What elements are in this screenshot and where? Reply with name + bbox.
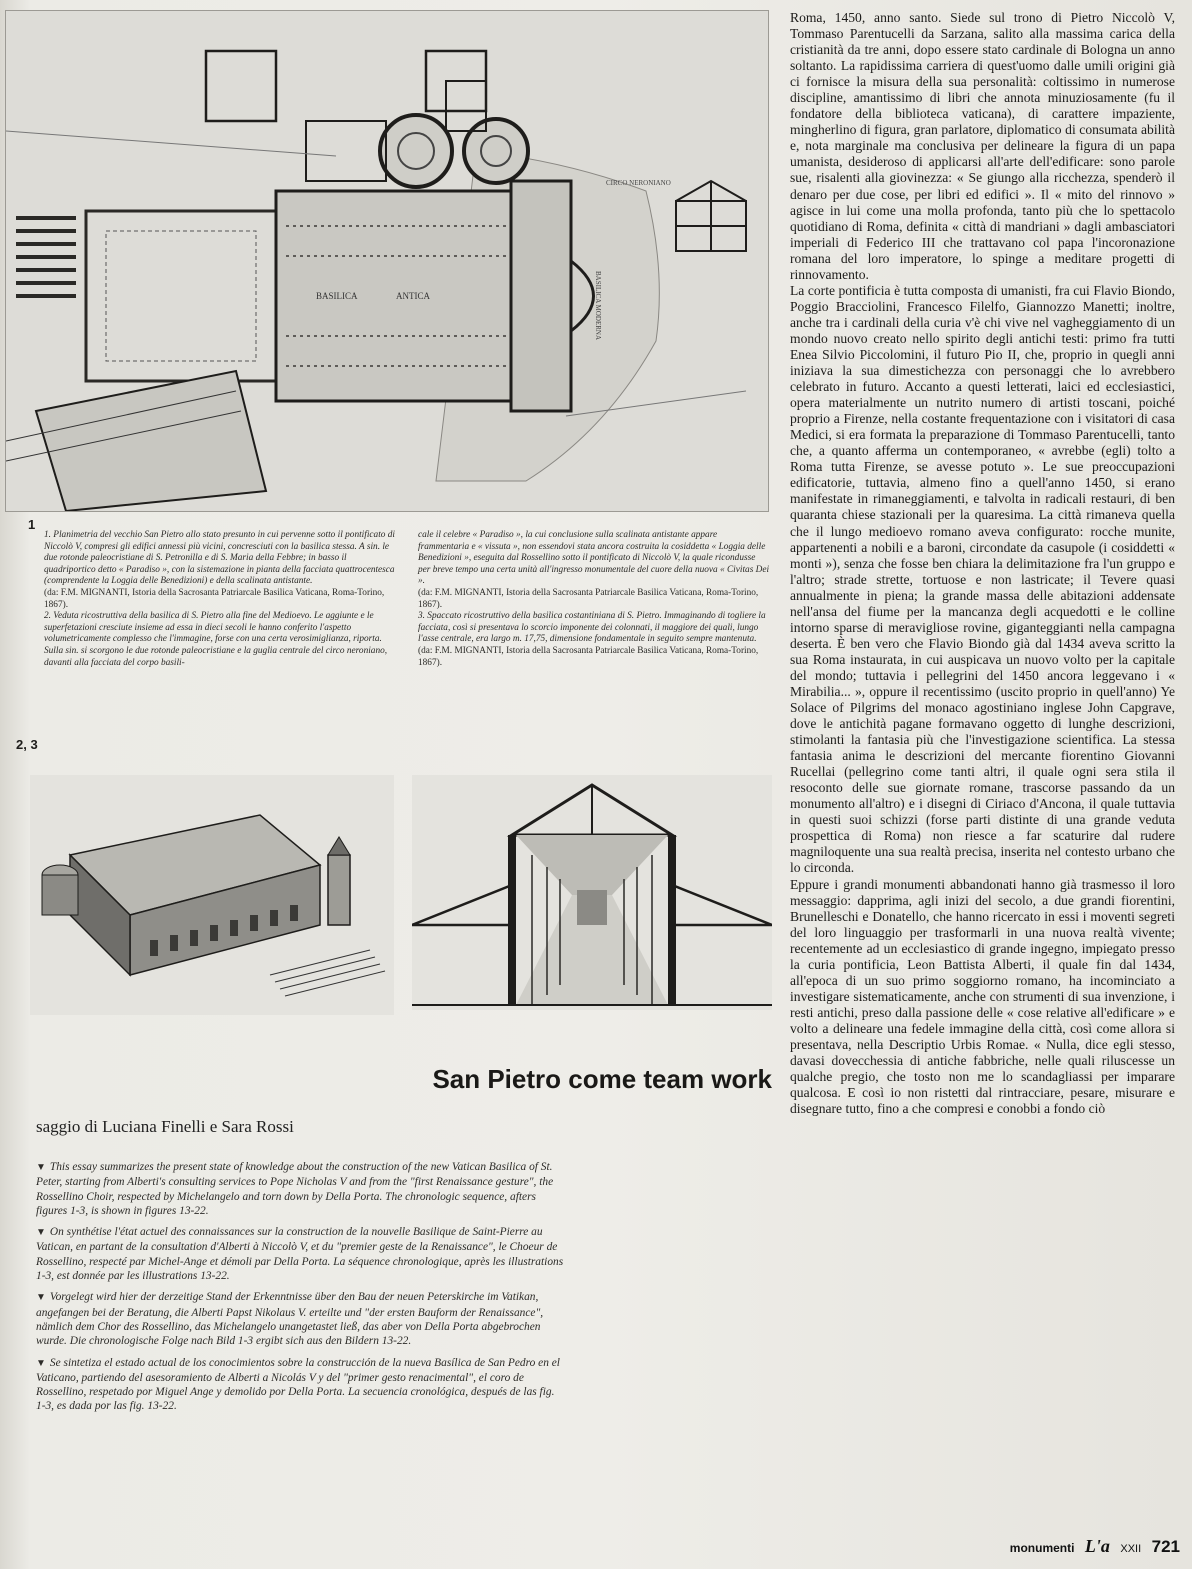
figure-2-3-number: 2, 3 [16,737,38,752]
plan-drawing [6,11,768,511]
figure-2-reconstruction [30,775,394,1015]
figure-3-cross-section [412,775,772,1010]
body-paragraph: Roma, 1450, anno santo. Siede sul trono di Pietro Niccolò V, Tommaso Parentucelli da Sarzana, salito alla massima carica della cristianità da tre anni, dopo essere stato cardinale di Bologna un anno soltanto. La rapidissima carriera di quest'uomo dalle umili origini già ci fornisce la misura della sua personalità: coltissimo in numerose discipline, amantissimo di libri che annota minuziosamente (fu il fondatore della biblioteca vaticana), di carattere impaziente, mingherlino di figura, gran parlatore, diplomatico di consumata abilità e, nota marginale ma conclusiva per delineare la figura di un papa umanista, desideroso di applicarsi all'arte dell'edificare: sono parole sue, risalenti alla giovinezza: « Se giungo alla ricchezza, spenderò il denaro per due cose, per libri ed edifici ». Il « mito del rinnovo » agisce in lui come una molla profonda, tanto più che lo spettacolo quotidiano di Roma, definita « città di mandriani » dagli ambasciatori imperiali di Federico III che trattavano col papa l'incoronazione romana del loro imperatore, lo spinge a meditare progetti di rinnovamento. [790,10,1175,282]
summary-english [36,1160,566,1218]
triangle-bullet-icon: ▼ [36,1227,46,1239]
page-number: 721 [1151,1537,1180,1556]
plan-label-basilica: BASILICA [316,291,358,301]
caption-2-source: (da: F.M. MIGNANTI, Istoria della Sacrosanta Patriarcale Basilica Vaticana, Roma-Torino, 1867). [418,587,759,610]
summary-french-text: On synthétise l'état actuel des connaissances sur la construction de la nouvelle Basilique de Saint-Pierre au Vatican, en partant de la consultation d'Alberti à Niccolò V, et du "premier geste de la Renaissance", le Choeur de Rossellino, respecté par Michel-Ange et démoli par Della Porta. La séquence chronologique, après les illustrations 1-3, est donnée par les illustrations 13-22. [36,1226,564,1283]
triangle-bullet-icon: ▼ [36,1292,46,1304]
caption-2-text: 2. Veduta ricostruttiva della basilica di S. Pietro alla fine del Medioevo. Le aggiunte e le superfetazioni cresciute insieme ad essa in dieci secoli le hanno conferito l'aspetto volumetricamente complesso che l'immagine, forse con una certa verosimiglianza, riporta. Sulla sin. si scorgono le due rotonde paleocristiane e la guglia centrale del circo neroniano, davanti alla facciata del corpo basili- [44,611,388,668]
caption-column-left [44,530,396,669]
footer-section: monumenti [1009,1541,1075,1555]
caption-2-continuation: cale il celebre « Paradiso », la cui conclusione sulla scalinata antistante appare frammentaria e « vissuta », non essendovi stata ancora costruita la cosiddetta « Loggia delle Benedizioni », eseguita dal Rossellino sotto il pontificato di Niccolò V, la quale ricondusse per breve tempo una certa unità all'ingresso monumentale del cuore della nuova « Civitas Dei ». [418,530,770,587]
article-title: San Pietro come team work [432,1064,772,1094]
summary-german-text: Vorgelegt wird hier der derzeitige Stand der Erkenntnisse über den Bau der neuen Peterskirche im Vatikan, angefangen bei der Beratung, die Alberti Papst Nikolaus V. erteilte und "der ersten Bauform der Renaissance", nämlich dem Chor des Rossellino, das Michelangelo unangetastet ließ, das aber von Della Porta abgebrochen wurde. Die chronologische Folge nach Bild 1-3 ergibt sich aus den Bildern 13-22. [36,1291,544,1348]
body-paragraph: Eppure i grandi monumenti abbandonati hanno già trasmesso il loro messaggio: dapprima, agli inizi del secolo, a due grandi fiorentini, Brunelleschi e Donatello, che hanno ricercato in essi i moventi segreti del loro linguaggio per trasformarli in una nuova realtà vivente; recentemente ad un ecclesiastico di grande ingegno, impiegato presso la curia pontificia, Leon Battista Alberti, il quale fin dal 1434, all'epoca di un suo primo soggiorno romano, ha incominciato a investigare sistematicamente, anche con strumenti di sua invenzione, i resti antichi, preso dalla passione delle « cose relative all'edificare » e volto a delineare una fedele immagine della città, così come allora si presentava, nella Descriptio Urbis Romae. « Nulla, dice egli stesso, davasi dovecchessia di antiche fabbriche, nelle quali riluscesse un qualche pregio, che tosto non me lo scandagliassi per imparare qualcosa. E così io non ristetti dal rintracciare, pesare, misurare e disegnare tutto, fino a che compresi e conobbi a fondo ciò [790,876,1175,1117]
footer-issue: XXII [1120,1543,1142,1555]
section-drawing [412,775,772,1010]
summary-german [36,1290,566,1348]
summary-spanish-text: Se sintetiza el estado actual de los conocimientos sobre la construcción de la nueva Basílica de San Pedro en el Vaticano, partiendo del asesoramiento de Alberti a Nicolás V y del "primer gesto renacimental", el coro de Rossellino, respetado por Miguel Ange y demolido por Della Porta. La secuencia cronológica, después de las fig. 1-3, es dada por las fig. 13-22. [36,1356,560,1413]
caption-3-text: 3. Spaccato ricostruttivo della basilica costantiniana di S. Pietro. Immaginando di togliere la facciata, così si presentava lo scorcio imponente dei colonnati, il maggiore dei quali, lungo l'asse centrale, era largo m. 17,75, dimensione fondamentale in seguito sempre mantenuta. [418,611,766,645]
article-body [790,10,1175,1117]
figure-1-number: 1 [28,517,36,532]
summary-spanish [36,1356,566,1414]
triangle-bullet-icon: ▼ [36,1162,46,1173]
summary-french [36,1225,566,1283]
triangle-bullet-icon: ▼ [36,1357,46,1369]
multilingual-summary [36,1160,566,1421]
summary-english-text: This essay summarizes the present state of knowledge about the construction of the new Vatican Basilica of St. Peter, starting from Alberti's consulting services to Pope Nicholas V and from the "first Renaissance gesture", the Rossellino Choir, respected by Michelangelo and torn down by Della Porta. The chronologic sequence, afters figures 1-3, is shown in figures 13-22. [36,1161,554,1217]
footer-logo: L'a [1084,1536,1110,1556]
plan-label-antica: ANTICA [396,291,430,301]
caption-1-text: 1. Planimetria del vecchio San Pietro allo stato presunto in cui pervenne sotto il pontificato di Niccolò V, compresi gli edifici annessi più vicini, concresciuti con la basilica stessa. A sin. le due rotonde paleocristiane di S. Petronilla e di S. Maria della Febbre; in basso il quadriportico detto « Paradiso », con la sistemazione in pianta della facciata quattrocentesca (comprendente la Loggia delle Benedizioni) e della scalinata antistante. [44,530,395,587]
caption-1-source: (da: F.M. MIGNANTI, Istoria della Sacrosanta Patriarcale Basilica Vaticana, Roma-Torino, 1867). [44,587,385,610]
figure-1-plan [5,10,769,512]
plan-label-basilica-moderna: BASILICA MODERNA [594,271,602,341]
page-footer [1004,1536,1180,1557]
view-drawing [30,775,394,1015]
article-byline: saggio di Luciana Finelli e Sara Rossi [36,1117,294,1136]
caption-column-right [418,530,770,669]
plan-label-circo: CIRCO NERONIANO [606,179,671,187]
caption-3-source: (da: F.M. MIGNANTI, Istoria della Sacrosanta Patriarcale Basilica Vaticana, Roma-Torino, 1867). [418,645,759,668]
body-paragraph: La corte pontificia è tutta composta di umanisti, fra cui Flavio Biondo, Poggio Bracciolini, Francesco Filelfo, Giannozzo Manetti; inoltre, anche tra i cardinali della curia v'è chi vive nel vagheggiamento di un mondo nuovo creato nello spirito degli antichi testi: primo fra tutti Enea Silvio Piccolomini, il futuro Pio II, che, proprio in quegli anni iniziava la sua dimestichezza con personaggi che lo avrebbero celebrato in futuro. Accanto a questi letterati, laici ed ecclesiastici, opera materialmente un nutrito numero di artisti toscani, poiché proprio a Firenze, nella costante frequentazione con i visitatori di casa Medici, si era formata la preparazione di Tommaso Parentucelli, tanto che, a quanto afferma un contemporaneo, « avrebbe (egli) tolto a Roma tutta Firenze, se avesse potuto ». Le sue preoccupazioni edificatorie, tuttavia, almeno fino a quell'anno 1450, si erano manifestate in rimaneggiamenti, e talvolta in radicali restauri, di ben quaranta chiese stazionali per la quaresima. La città rimaneva quella che il lungo medioevo romano aveva configurato: rocche munite, appartenenti a nobili e a baroni, circondate da casupole (i cosiddetti « monti »), senza che fosse ben chiara la delimitazione fra l'un gruppo e l'altro; strade strette, tortuose e non lastricate; il Tevere quasi annualmente in piena; la grande massa delle abitazioni addensate nell'ansa del fiume per la mancanza degli acquedotti e le colline intorno sparse di meravigliose rovine, giganteggianti nella campagna deserta. È ben vero che Flavio Biondo già dal 1434 aveva scritto la sua Roma instaurata, in cui auspicava un nuovo volto per la capitale del mondo; tuttavia i pellegrini del 1450 ancora leggevano i « Mirabilia... », oppure il recentissimo (uscito proprio in quell'anno) Ye Solace of Pilgrims del monaco agostiniano inglese John Capgrave, dove le antichità pagane formavano oggetto di lunghe descrizioni, stimolanti la fantasia più che l'investigazione scientifica. La stessa fantasia anima le descrizioni del mercante fiorentino Giovanni Rucellai (pellegrino come tanti altri, il quale ogni sera stila il resoconto delle sue giornate romane, trascorse passando da un monumento all'altro) e i disegni di Ciriaco d'Ancona, il quale tuttavia in questi suoi schizzi (forse parti distinte di una grande veduta prospettica di Roma) non riesce a far scaturire dal rudere magniloquente una sua realtà precisa, inserita nel contesto urbano che lo circonda. [790,282,1175,876]
